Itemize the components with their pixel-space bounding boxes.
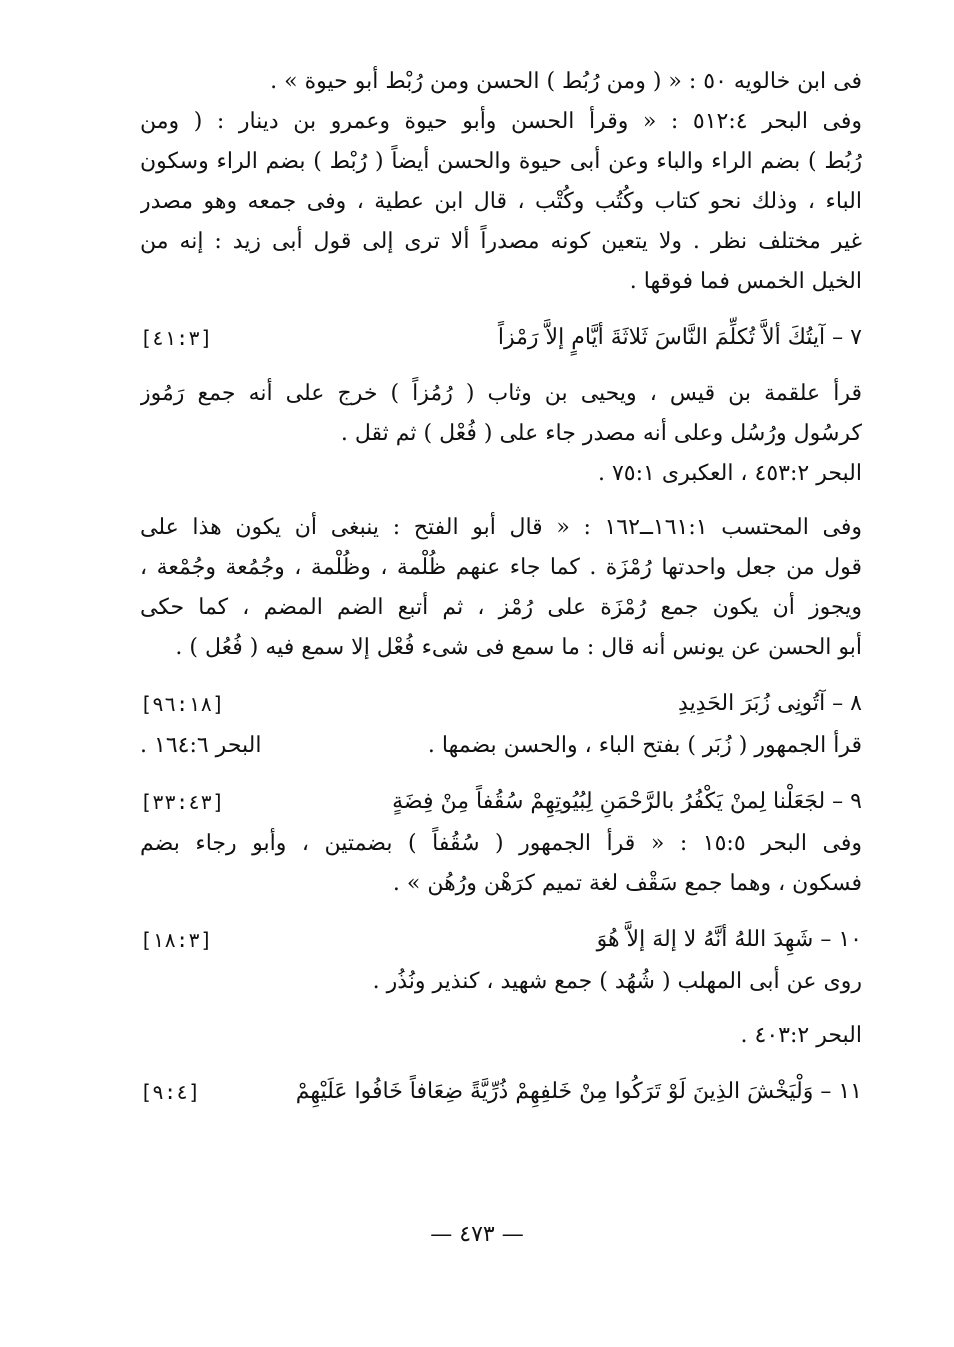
verse-reference: [١٨:٣] (140, 928, 213, 952)
text-line: فى ابن خالويه ٥٠ : « ( ومن رُبُط ) الحسن ومن رُبْط أبو حيوة » . (270, 69, 862, 94)
verse-text: ٩ – لجَعَلْنا لِمنْ يَكْفُرُ بالرَّحْمَنِ لِبُيُوتِهِمْ سُقُفاً مِنْ فِضَةٍ (392, 789, 862, 814)
page-number: — ٤٧٣ — (430, 1222, 524, 1247)
text-line: غير مختلف نظر . ولا يتعين كونه مصدراً ألا ترى إلى قول أبى زيد : إنه من (140, 229, 862, 254)
source-citation: البحر ٤٥٣:٢ ، العكبرى ٧٥:١ . (597, 461, 862, 486)
text-line: أبو الحسن عن يونس أنه قال : ما سمع فى شىء فُعْل إلا سمع فيه ( فُعُل ) . (175, 635, 862, 660)
text-line: وفى البحر ٥١٢:٤ : « وقرأ الحسن وأبو حيوة وعمرو بن دينار : ( ومن (140, 109, 862, 134)
verse-text: ٧ – آيتُكَ ألاَّ تُكلِّمَ النَّاسَ ثَلاثَةَ أيَّامٍ إلاَّ رَمْزاً (497, 325, 862, 350)
text-line: قرأ علقمة بن قيس ، ويحيى بن وثاب ( رُمُزاً ) خرج على أنه جمع رَمُوز (140, 381, 862, 406)
verse-8 (140, 682, 862, 726)
source-citation: البحر ٤٠٣:٢ . (740, 1023, 862, 1048)
text-line: رُبُط ) بضم الراء والباء وعن أبى حيوة والحسن أيضاً ( رُبْط ) بضم الراء وسكون (140, 149, 862, 174)
verse-reference: [٣٣:٤٣] (140, 790, 225, 814)
verse-11 (140, 1070, 862, 1114)
verse-text: ٨ – آتُونِى زُبَرَ الحَدِيدِ (678, 691, 862, 716)
text-line: كرسُول ورُسُل وعلى أنه مصدر جاء على ( فُعْل ) ثم ثقل . (340, 421, 862, 446)
verse-reference: [٩٦:١٨] (140, 692, 225, 716)
text-line: وفى المحتسب ١٦١:١ــ١٦٢ : « قال أبو الفتح : ينبغى أن يكون هذا على (140, 515, 862, 540)
text-line: الباء ، وذلك نحو كتاب وكُتُب وكُتْب ، قال ابن عطية ، وفى جمعه وهو مصدر (140, 189, 862, 214)
verse-9 (140, 780, 862, 824)
source-citation: البحر ١٦٤:٦ . (140, 733, 262, 758)
text-line: قول من جعل واحدتها رُمْزَة . كما جاء عنهم ظُلْمة ، وظُلْمة ، وجُمُعة وجُمْعة ، (140, 555, 862, 580)
verse-reference: [٩:٤] (140, 1080, 201, 1104)
verse-text: ١٠ – شَهِدَ اللهُ أنَّهُ لا إلهَ إلاَّ هُوَ (596, 927, 862, 952)
verse-10 (140, 918, 862, 962)
text-line: الخيل الخمس فما فوقها . (629, 269, 862, 294)
page-body (140, 62, 862, 1114)
text-line: فسكون ، وهما جمع سَقْف لغة تميم كرَهْن ورُهُن » . (392, 871, 862, 896)
verse-reference: [٤١:٣] (140, 326, 213, 350)
text-line-with-citation (140, 726, 862, 766)
text-line: روى عن أبى المهلب ( شُهُد ) جمع شهيد ، كنذير ونُذُر . (372, 969, 862, 994)
text-line: وفى البحر ١٥:٥ : « قرأ الجمهور ( سُقُفاً ) بضمتين ، وأبو رجاء بضم (140, 831, 862, 856)
verse-7 (140, 316, 862, 360)
text-line: ويجوز أن يكون جمع رُمْزَة على رُمْز ، ثم أتبع الضم المضم ، كما حكى (140, 595, 862, 620)
verse-text: ١١ – وَلْيَخْشَ الذِينَ لَوْ تَرَكُوا مِنْ خَلفِهِمْ ذُرِّيَّةً ضِعَافاً خَافُوا عَلَيْهِمْ (295, 1079, 862, 1104)
text-line: قرأ الجمهور ( زُبَر ) بفتح الباء ، والحسن بضمها . (427, 733, 862, 758)
